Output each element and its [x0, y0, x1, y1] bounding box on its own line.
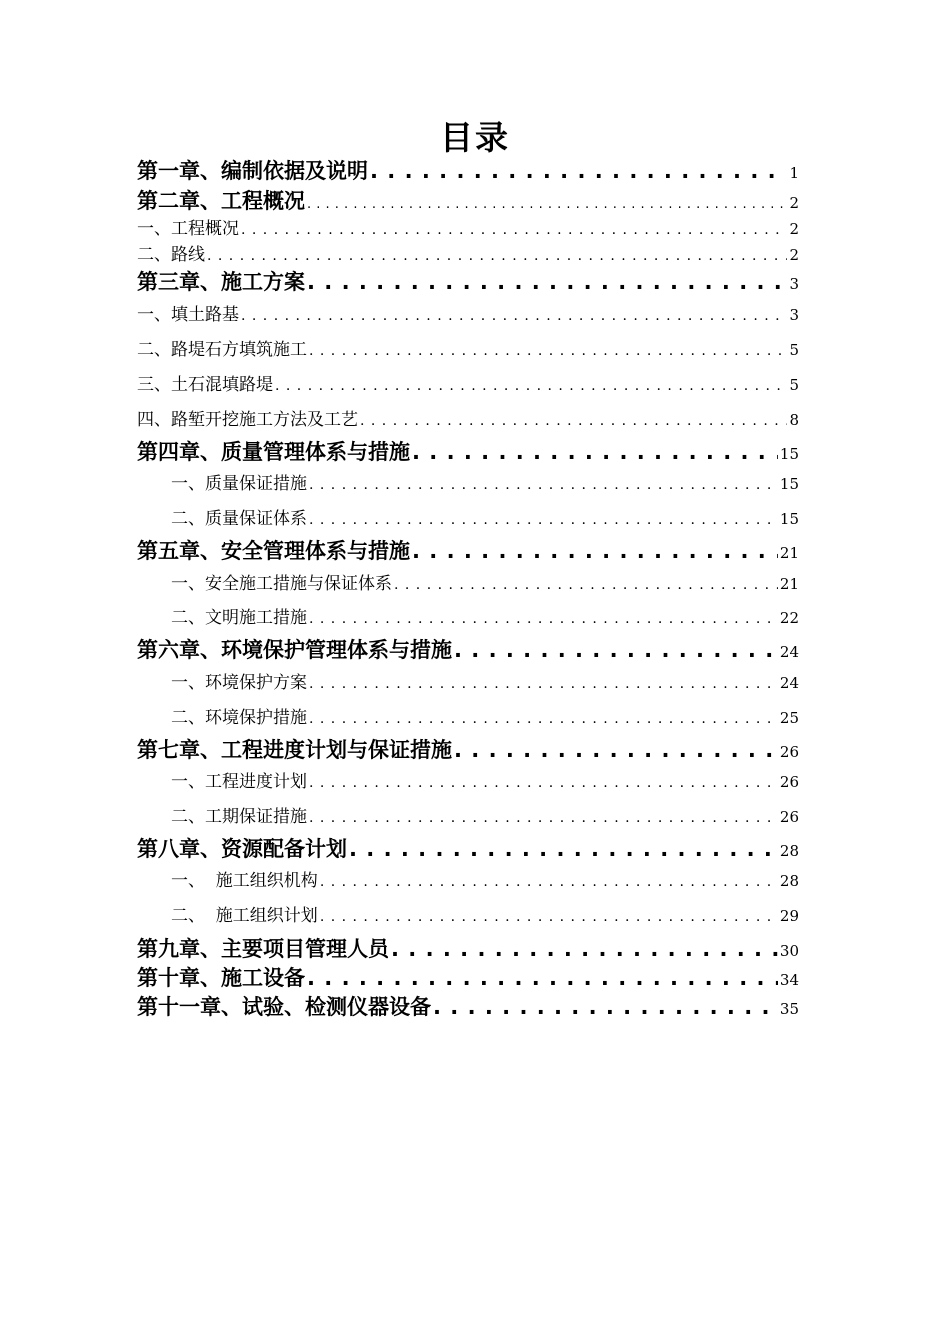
dot-leader [309, 611, 778, 627]
dot-leader [309, 711, 778, 727]
toc-entry-section[interactable] [137, 214, 799, 239]
toc-entry-page: 2 [789, 246, 799, 264]
dot-leader [309, 343, 787, 359]
toc-entry-section[interactable] [137, 668, 799, 693]
toc-entry-page: 21 [779, 544, 799, 562]
toc-entry-page: 15 [779, 510, 799, 528]
toc-entry-page: 22 [779, 609, 799, 627]
dot-leader [307, 270, 787, 294]
toc-entry-page: 34 [779, 971, 799, 989]
toc-entry-label: 第九章、主要项目管理人员 [137, 937, 389, 961]
toc-entry-section[interactable] [137, 703, 799, 728]
toc-entry-label: 第一章、编制依据及说明 [137, 159, 368, 183]
toc-entry-label: 第七章、工程进度计划与保证措施 [137, 738, 452, 762]
toc-entry-section[interactable] [137, 569, 799, 594]
toc-entry-label: 第八章、资源配备计划 [137, 837, 347, 861]
toc-entry-page: 2 [789, 220, 799, 238]
toc-entry-page: 3 [789, 275, 799, 293]
dot-leader [275, 378, 787, 394]
toc-entry-section[interactable] [137, 335, 799, 360]
toc-entry-chapter-5[interactable] [137, 535, 799, 565]
toc-entry-label: 三、土石混填路堤 [137, 375, 273, 395]
toc-entry-section[interactable] [137, 901, 799, 926]
dot-leader [307, 197, 787, 212]
toc-entry-label: 一、 施工组织机构 [171, 871, 318, 891]
toc-entry-page: 8 [789, 411, 799, 429]
dot-leader [433, 995, 778, 1019]
toc-entry-label: 第十章、施工设备 [137, 966, 305, 990]
toc-entry-label: 第四章、质量管理体系与措施 [137, 440, 410, 464]
dot-leader [391, 937, 778, 961]
toc-entry-section[interactable] [137, 767, 799, 792]
toc-entry-label: 一、安全施工措施与保证体系 [171, 574, 392, 594]
toc-entry-label: 二、路线 [137, 245, 205, 265]
toc-entry-chapter-11[interactable] [137, 991, 799, 1021]
dot-leader [320, 909, 778, 925]
toc-entry-section[interactable] [137, 866, 799, 891]
dot-leader [241, 308, 787, 324]
dot-leader [320, 874, 778, 890]
toc-entry-page: 15 [779, 445, 799, 463]
toc-entry-label: 第十一章、试验、检测仪器设备 [137, 995, 431, 1019]
dot-leader [360, 413, 787, 429]
dot-leader [309, 512, 778, 528]
toc-entry-page: 29 [779, 907, 799, 925]
toc-entry-section[interactable] [137, 603, 799, 628]
toc-title: 目录 [440, 118, 510, 157]
toc-entry-chapter-8[interactable] [137, 833, 799, 863]
toc-entry-chapter-6[interactable] [137, 634, 799, 664]
dot-leader [309, 775, 778, 791]
dot-leader [412, 440, 778, 464]
toc-entry-label: 二、质量保证体系 [171, 509, 307, 529]
dot-leader [412, 539, 778, 563]
toc-entry-page: 5 [789, 376, 799, 394]
toc-entry-page: 21 [779, 575, 799, 593]
toc-entry-chapter-1[interactable] [137, 155, 799, 185]
toc-entry-section[interactable] [137, 370, 799, 395]
toc-entry-label: 一、工程概况 [137, 219, 239, 239]
toc-entry-section[interactable] [137, 504, 799, 529]
dot-leader [349, 837, 778, 861]
toc-entry-page: 26 [779, 808, 799, 826]
dot-leader [309, 810, 778, 826]
toc-entry-page: 1 [789, 164, 799, 182]
toc-entry-label: 二、工期保证措施 [171, 807, 307, 827]
toc-entry-section[interactable] [137, 300, 799, 325]
toc-entry-page: 28 [779, 842, 799, 860]
toc-entry-label: 第三章、施工方案 [137, 270, 305, 294]
toc-entry-page: 26 [779, 743, 799, 761]
dot-leader [454, 638, 778, 662]
toc-entry-chapter-10[interactable] [137, 962, 799, 992]
dot-leader [207, 248, 787, 264]
toc-entry-label: 一、填土路基 [137, 305, 239, 325]
toc-entry-label: 一、环境保护方案 [171, 673, 307, 693]
dot-leader [454, 738, 778, 762]
toc-entry-page: 26 [779, 773, 799, 791]
toc-entry-label: 二、 施工组织计划 [171, 906, 318, 926]
toc-entry-chapter-4[interactable] [137, 436, 799, 466]
toc-entry-label: 第六章、环境保护管理体系与措施 [137, 638, 452, 662]
toc-entry-section[interactable] [137, 405, 799, 430]
toc-entry-page: 30 [779, 942, 799, 960]
dot-leader [370, 159, 787, 183]
dot-leader [309, 676, 778, 692]
toc-entry-page: 24 [779, 643, 799, 661]
toc-entry-label: 二、环境保护措施 [171, 708, 307, 728]
toc-entry-chapter-9[interactable] [137, 933, 799, 963]
toc-entry-page: 3 [789, 306, 799, 324]
toc-entry-section[interactable] [137, 802, 799, 827]
toc-entry-page: 5 [789, 341, 799, 359]
dot-leader [309, 477, 778, 493]
dot-leader [307, 966, 778, 990]
toc-entry-section[interactable] [137, 469, 799, 494]
toc-entry-label: 二、路堤石方填筑施工 [137, 340, 307, 360]
toc-entry-label: 第二章、工程概况 [137, 189, 305, 213]
dot-leader [241, 222, 787, 238]
toc-entry-page: 2 [789, 194, 799, 212]
toc-entry-label: 第五章、安全管理体系与措施 [137, 539, 410, 563]
toc-entry-label: 四、路堑开挖施工方法及工艺 [137, 410, 358, 430]
toc-entry-label: 二、文明施工措施 [171, 608, 307, 628]
toc-entry-chapter-2[interactable] [137, 185, 799, 215]
toc-entry-page: 15 [779, 475, 799, 493]
dot-leader [394, 577, 778, 593]
toc-entry-chapter-3[interactable] [137, 266, 799, 296]
toc-entry-label: 一、工程进度计划 [171, 772, 307, 792]
toc-entry-page: 35 [779, 1000, 799, 1018]
toc-entry-chapter-7[interactable] [137, 734, 799, 764]
toc-entry-label: 一、质量保证措施 [171, 474, 307, 494]
toc-entry-section[interactable] [137, 240, 799, 265]
toc-entry-page: 28 [779, 872, 799, 890]
toc-entry-page: 25 [779, 709, 799, 727]
toc-entry-page: 24 [779, 674, 799, 692]
